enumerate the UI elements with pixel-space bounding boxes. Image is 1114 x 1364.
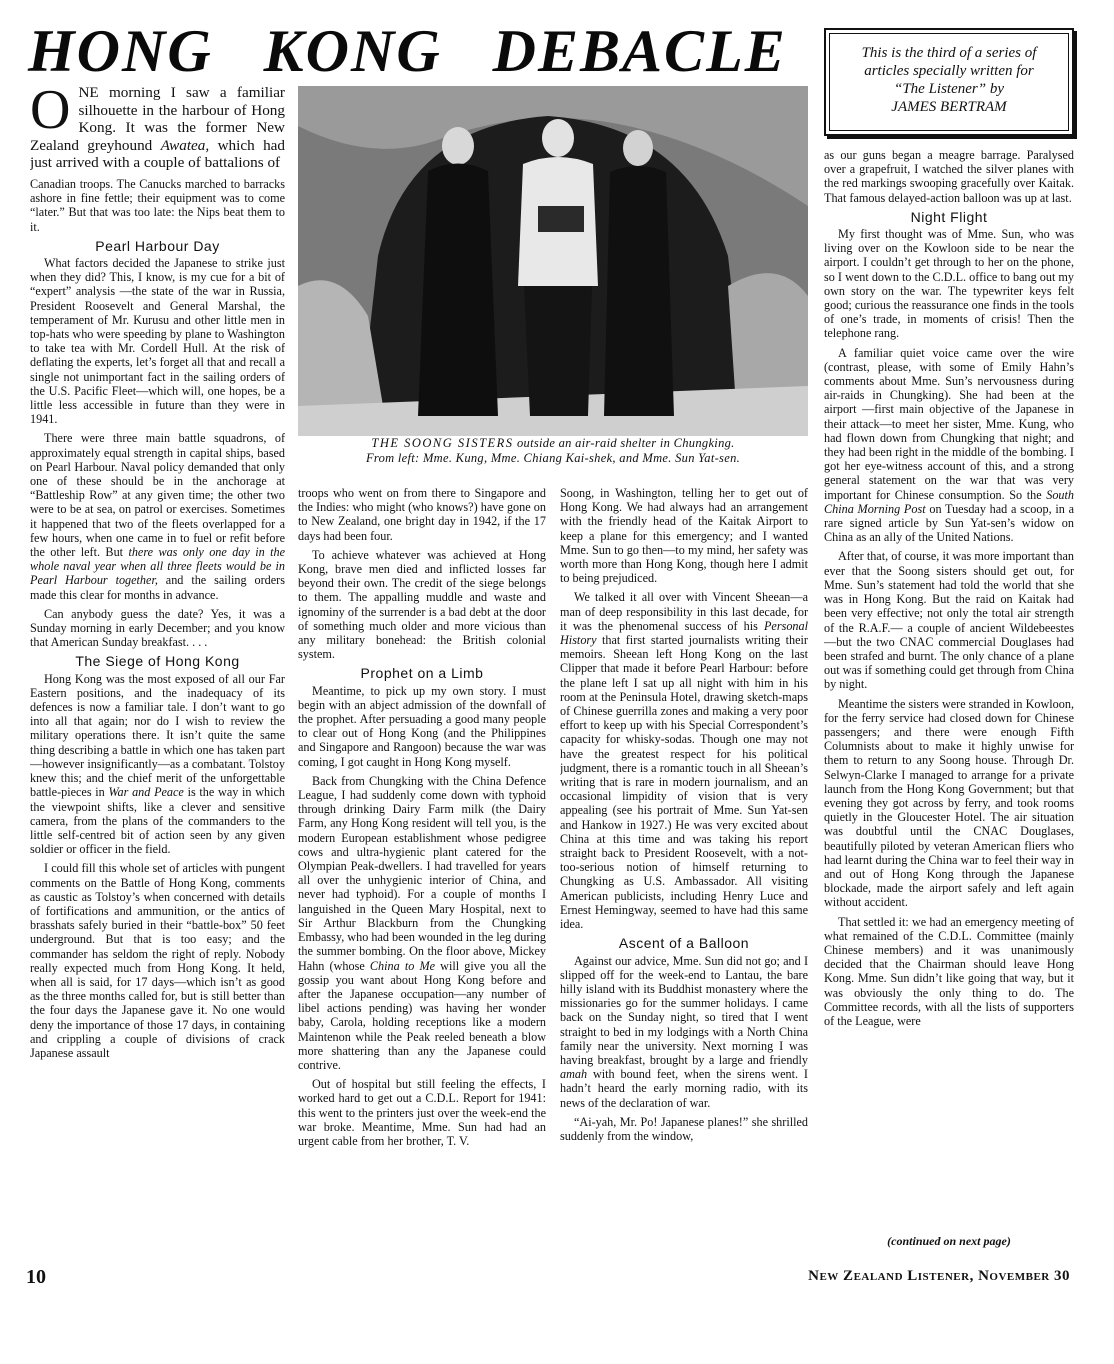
- subheading-night-flight: Night Flight: [910, 208, 988, 225]
- column-4: [824, 148, 1074, 1232]
- paragraph: Can anybody guess the date? Yes, it was a Sunday morning in early December; and you know that American Sunday breakfast. . . .: [30, 606, 285, 650]
- paragraph: “Ai-yah, Mr. Po! Japanese planes!” she shrilled suddenly from the window,: [560, 1114, 808, 1143]
- subheading-pearl-harbour-day: Pearl Harbour Day: [95, 237, 220, 254]
- paragraph: Canadian troops. The Canucks marched to barracks ashore in fine fettle; their equipment was to come “later.” But that was too late: the Nips beat them to it.: [30, 176, 285, 234]
- caption-line-2: From left: Mme. Kung, Mme. Chiang Kai-shek, and Mme. Sun Yat-sen.: [365, 451, 741, 465]
- paragraph: troops who went on from there to Singapore and the Indies: who might (who knows?) have gone on to New Zealand, one bright day in 1942, if the 17 days had been four.: [298, 486, 546, 543]
- subheading-siege-of-hong-kong: The Siege of Hong Kong: [75, 653, 240, 670]
- paragraph: Soong, in Washington, telling her to get out of Hong Kong. We had always had an arrangement with the friendly head of the Kaitak Airport to keep a plane for this emergency; and I wanted Mme. Sun to go then—to my mind, her safety was worth more than Hong Kong, though here I admit to being prejudiced.: [560, 486, 808, 586]
- page-number: 10: [26, 1266, 46, 1288]
- paragraph: To achieve whatever was achieved at Hong Kong, brave men died and inflicted losses far beyond their own. The credit of the siege belongs to them. The appalling muddle and waste and ignominy of the surrender is a bad debt at the door of something much older and more vicious than any military bonehead: the British colonial system.: [298, 547, 546, 662]
- subheading-prophet-on-a-limb: Prophet on a Limb: [360, 665, 484, 682]
- caption-lead: THE SOONG SISTERS: [371, 436, 514, 450]
- series-intro-box: [824, 28, 1074, 136]
- paragraph: A familiar quiet voice came over the wire (contrast, please, with some of Emily Hahn’s comments about Mme. Sun’s nervousness during air-raids in Chungking). She had been at the airport —first main objective of the Japanese in their attack—to meet her sister, Mme. Kung, who had flown down from Chungking that night; and they had been right in the middle of the bombing. I got her eye-witness account of this, and a strong general statement on the war that was very important for Chinese consumption. So the South China Morning Post on Tuesday had a scoop, in a rare signed article by Sun Yat-sen’s widow on China as an ally of the United Nations.: [824, 345, 1074, 545]
- paragraph: Hong Kong was the most exposed of all our Far Eastern positions, and the inadequacy of its defences is now a familiar tale. I don’t want to go into all that again; nor do I wish to review the military operations there. It isn’t quite the same thing describing a battle in which one has taken part—however insignificantly—as a combatant. Tolstoy knew this; and the chief merit of the unforgettable battle-pieces in War and Peace is the way in which the viewpoint shifts, like a clever and sensitive camera, from the plans of the commanders to the little self-centred bit of action seen by any given soldier or officer in the field.: [30, 671, 285, 857]
- paragraph: I could fill this whole set of articles with pungent comments on the Battle of Hong Kong, comments as caustic as Tolstoy’s when concerned with details of fortifications and ammunition, or the antics of brasshats safely buried in their “battle-box” 50 feet underground. But that is too easy; and the commander has seldom the right of reply. Nobody really expected much from Hong Kong. It held, when all is said, for 17 days—which isn’t as good as the three months called for, but is still better than the four days the Japanese gave it. No one would deny the importance of those 17 days, in containing and crippling a couple of divisions of crack Japanese assault: [30, 861, 285, 1060]
- lead-paragraph: ONE morning I saw a familiar silhouette in the harbour of Hong Kong. It was the former New Zealand greyhound Awatea, which had just arrived with a couple of battalions of: [30, 84, 285, 172]
- column-1: [30, 84, 285, 1254]
- column-3: [560, 486, 808, 1254]
- continued-note: (continued on next page): [887, 1234, 1011, 1248]
- headline: HONG KONG DEBACLE: [28, 18, 787, 84]
- paragraph: After that, of course, it was more important than ever that the Soong sisters should get out, for Mme. Sun’s statement had told the world that she was in Hong Kong. But the raid on Kaitak had been very effective; not only the total air strength of the R.A.F.— a couple of ancient Wildebeestes—but the two CNAC commercial Douglases had been strafed and burnt. The only chance of a plane out was if something could get through from China by night.: [824, 549, 1074, 692]
- intro-line-1: This is the third of a series of: [861, 45, 1037, 61]
- paragraph: Back from Chungking with the China Defence League, I had suddenly come down with typhoid through drinking Dairy Farm milk (the Dairy Farm, any Hong Kong resident will tell you, is the modern European establishment whose pedigree cows and ultra-hygienic plant catered for the Olympian Peak-dwellers. I had travelled for years all over the unhygienic interior of China, and never had typhoid). For a couple of months I languished in the Queen Mary Hospital, next to Sir Arthur Blackburn from the Chungking Embassy, who had been wounded in the leg during the summer bombing. On the floor above, Mickey Hahn (whose China to Me will give you all the gossip you want about Hong Kong before and after the Japanese occupation—any number of libel actions pending) was having her wonder baby, Carola, holding receptions like a modern Maintenon while the Peak reeled beneath a blow more shattering than any the Japanese could contrive.: [298, 773, 546, 1072]
- paragraph: We talked it all over with Vincent Sheean—a man of deep responsibility in this last decade, for it was the phenomenal success of his Personal History that first started journalists writing their memoirs. Sheean left Hong Kong on the last Clipper that made it before Pearl Harbour: before the plane left I sat up all night with him in his room at the Peninsula Hotel, drawing sketch-maps of Chinese guerrilla zones and making a very poor effort to keep up with his Special Correspondent’s capacity for whisky-sodas. Though one may not have the greatest respect for his political judgment, there is a romantic touch in all Sheean’s writing that is rare in modern journalism, and an occasional limpidity of vision that is very appealing (see his portrait of Mme. Sun Yat-sen and Hankow in 1927.) He was very excited about China at this time and was taking his report straight back to President Roosevelt, with a not-too-serious notion of himself returning to Chungking as U.S. Ambassador. All visiting American publicists, including Henry Luce and Ernest Hemingway, seemed to have had this same idea.: [560, 590, 808, 932]
- paragraph: Out of hospital but still feeling the effects, I worked hard to get out a C.D.L. Report for 1941: this went to the printers just over the week-end the war broke. Meantime, Mme. Sun had had an urgent cable from her brother, T. V.: [298, 1077, 546, 1148]
- paragraph: Meantime the sisters were stranded in Kowloon, for the ferry service had closed down for Chinese passengers; and there were enough Fifth Columnists about to make it highly unwise for them to return to any Soong house. Through Dr. Selwyn-Clarke I managed to arrange for a private launch from the Hong Kong Government; but that evening they got across by ferry, and took rooms quietly in the Gloucester Hotel. The air situation was doubtful until the CNAC Douglases, beautifully piloted by veteran American fliers who had learnt during the China war to feel their way in and out of Hong Kong through the Japanese blockade, made the airport safely and left again without accident.: [824, 696, 1074, 910]
- paragraph: There were three main battle squadrons, of approximately equal strength in capital ships, based on Pearl Harbour. Naval policy demanded that only one of these should be in the anchorage at “Battleship Row” at any given time; the other two were to be at sea, on patrol or exercises. Sometimes it happened that two of the fleets overlapped for a few hours, when one came in to fuel or refit before the other left. But there was only one day in the whole naval year when all three fleets would be in Pearl Harbour together, and the sailing orders made this clear for months in advance.: [30, 431, 285, 602]
- photo-caption: [298, 436, 808, 472]
- column-2: [298, 486, 546, 1254]
- subheading-ascent-of-a-balloon: Ascent of a Balloon: [618, 935, 750, 952]
- paragraph: Against our advice, Mme. Sun did not go; and I slipped off for the week-end to Lantau, the bare hilly island with its Buddhist monastery where the missionaries go for the summer holidays. I came back on the Sunday night, so tired that I went straight to bed in my lodgings with a North China family near the university. Next morning I was having breakfast, brought by a large and friendly amah with bound feet, when the sirens went. I hadn’t heard the early morning radio, with its news of the declaration of war.: [560, 953, 808, 1110]
- intro-author: JAMES BERTRAM: [891, 99, 1007, 115]
- intro-line-2: articles specially written for: [864, 63, 1034, 79]
- caption-rest: outside an air-raid shelter in Chungking.: [517, 436, 735, 450]
- paragraph: Meantime, to pick up my own story. I must begin with an abject admission of the downfall of the prophet. After persuading a good many people to clear out of Hong Kong (and the Philippines and Singapore and Rangoon) because the war was coming, I got caught in Hong Kong myself.: [298, 683, 546, 769]
- paragraph: My first thought was of Mme. Sun, who was living over on the Kowloon side to be near the airport. I couldn’t get through to her on the phone, so I went down to the C.D.L. office to bang out my own story on the war. The typewriter keys felt good; curious the reassurance one finds in the tools of one’s trade, in moments of crisis! Then the telephone rang.: [824, 227, 1074, 341]
- photo-illustration: [298, 86, 808, 436]
- soong-sisters-photo: [298, 86, 808, 436]
- publication-footer: New Zealand Listener, November 30: [808, 1268, 1070, 1284]
- intro-line-3: “The Listener” by: [893, 81, 1004, 97]
- paragraph: That settled it: we had an emergency meeting of what remained of the C.D.L. Committee (mainly Chinese members) and it was unanimously decided that the Chairman should leave Hong Kong. Mme. Sun didn’t like going that way, but it was obviously the only thing to do. The Committee records, with all the lists of supporters of the League, were: [824, 914, 1074, 1028]
- drop-cap: O: [30, 84, 71, 141]
- paragraph: as our guns began a meagre barrage. Paralysed over a grapefruit, I watched the silver planes with the red markings swooping gracefully over Kaitak. That famous delayed-action balloon was up at last.: [824, 148, 1074, 205]
- paragraph: What factors decided the Japanese to strike just when they did? This, I know, is my cue for a bit of “expert” analysis —the state of the war in Russia, President Roosevelt and General Marshal, the temperament of Mr. Kurusu and other little men in top-hats who were speeding by plane to Washington to take tea with Mr. Cordell Hull. At the risk of deflating the experts, let’s forget all that and recall a single not unimportant fact in the sailing orders of the U.S. Pacific Fleet—which will, one hopes, be a little less accessible in future than they were in 1941.: [30, 255, 285, 427]
